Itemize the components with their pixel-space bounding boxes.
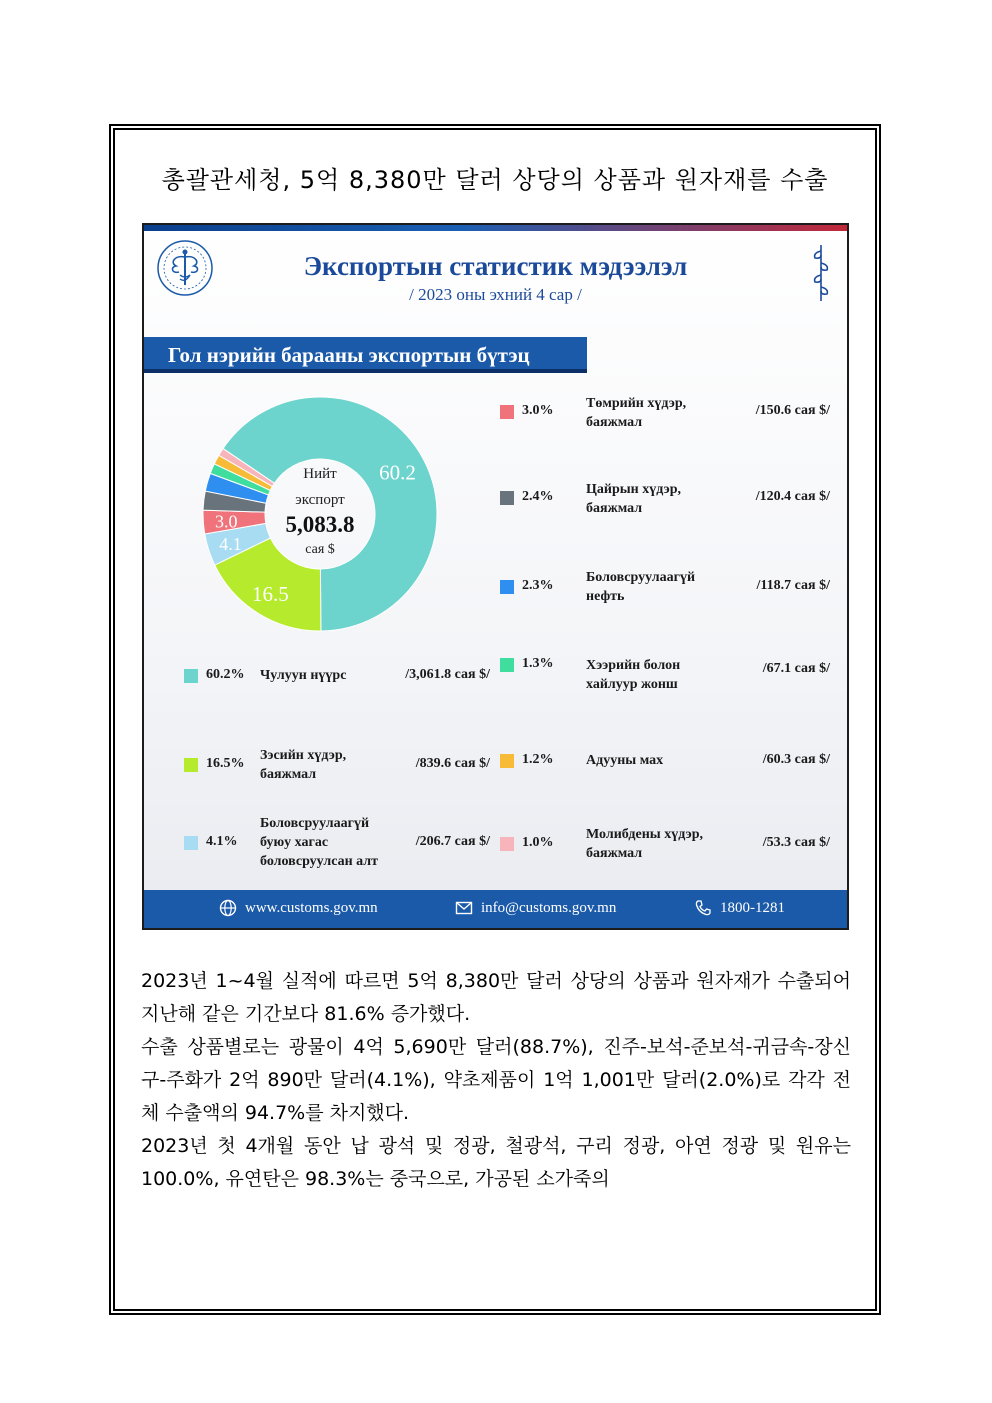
legend-item-gold	[184, 814, 490, 874]
legend-name: Боловсруулаагүй буюу хагас боловсруулсан алт	[260, 816, 378, 869]
legend-value: /839.6 сая $/	[415, 756, 490, 771]
section-heading: Гол нэрийн барааны экспортын бүтэц	[144, 337, 587, 373]
legend-item-oil	[500, 568, 830, 608]
footer-phone-text: 1800-1281	[720, 899, 785, 916]
legend-value: /3,061.8 сая $/	[405, 667, 490, 682]
center-unit: сая $	[305, 542, 335, 557]
body-paragraph: 2023년 첫 4개월 동안 납 광석 및 정광, 철광석, 구리 정광, 아연 정광 및 원유는 100.0%, 유연탄은 98.3%는 중국으로, 가공된 소가죽의	[141, 1135, 851, 1190]
legend-percent: 3.0%	[522, 403, 554, 418]
legend-percent: 1.3%	[522, 656, 554, 671]
legend-value: /53.3 сая $/	[762, 835, 830, 850]
legend-name: Молибдены хүдэр, баяжмал	[586, 827, 703, 861]
legend-item-fluorspar	[500, 656, 830, 696]
legend-swatch	[500, 837, 514, 851]
legend-item-molybdenum	[500, 825, 830, 865]
legend-value: /120.4 сая $/	[755, 489, 830, 504]
legend-value: /60.3 сая $/	[762, 752, 830, 767]
legend-percent: 1.2%	[522, 752, 554, 767]
footer-email[interactable]	[455, 899, 616, 917]
document-title: 총괄관세청, 5억 8,380만 달러 상당의 상품과 원자재를 수출	[161, 166, 829, 194]
legend-item-zinc	[500, 480, 830, 520]
legend-swatch	[500, 658, 514, 672]
body-paragraph: 2023년 1~4월 실적에 따르면 5억 8,380만 달러 상당의 상품과 원자재가 수출되어 지난해 같은 기간보다 81.6% 증가했다.	[141, 970, 851, 1025]
legend-item-horse-meat	[500, 752, 830, 776]
donut-chart-svg	[202, 396, 438, 632]
legend-name: Зэсийн хүдэр, баяжмал	[260, 748, 347, 782]
legend-name: Цайрын хүдэр, баяжмал	[586, 482, 682, 516]
legend-swatch	[500, 491, 514, 505]
legend-name: Хээрийн болон хайлуур жонш	[586, 658, 681, 692]
center-label-line1: Нийт	[303, 466, 337, 482]
legend-percent: 2.3%	[522, 578, 554, 593]
legend-item-iron	[500, 394, 830, 434]
legend-percent: 60.2%	[206, 667, 245, 682]
top-color-stripe	[144, 225, 847, 231]
legend-name: Боловсруулаагүй нефть	[586, 570, 696, 604]
center-label-line2: экспорт	[295, 492, 345, 508]
donut-chart	[202, 396, 438, 632]
legend-swatch	[500, 405, 514, 419]
globe-icon	[219, 899, 237, 917]
legend-value: /118.7 сая $/	[756, 578, 830, 593]
legend-name: Адууны мах	[586, 753, 664, 768]
legend-item-copper	[184, 746, 490, 786]
legend-value: /67.1 сая $/	[762, 661, 830, 676]
phone-icon	[694, 899, 712, 917]
legend-value: /206.7 сая $/	[415, 834, 490, 849]
donut-slice-label: 16.5	[252, 581, 289, 606]
article-body	[141, 965, 851, 1196]
infographic-title: Экспортын статистик мэдээлэл	[303, 251, 688, 281]
envelope-icon	[455, 899, 473, 917]
legend-swatch	[500, 754, 514, 768]
legend-swatch	[184, 758, 198, 772]
footer-phone[interactable]	[694, 899, 785, 917]
legend-name: Чулуун нүүрс	[260, 668, 347, 683]
legend-percent: 16.5%	[206, 756, 245, 771]
center-total-value: 5,083.8	[285, 512, 355, 537]
footer-email-text: info@customs.gov.mn	[481, 899, 617, 916]
export-infographic	[142, 223, 849, 930]
legend-percent: 1.0%	[522, 835, 554, 850]
footer-website[interactable]	[219, 899, 378, 917]
footer-website-text: www.customs.gov.mn	[245, 899, 378, 916]
donut-slice-label: 4.1	[219, 533, 242, 554]
legend-percent: 4.1%	[206, 834, 238, 849]
legend-swatch	[184, 836, 198, 850]
legend-percent: 2.4%	[522, 489, 554, 504]
legend-item-coal	[184, 667, 490, 691]
body-paragraph: 수출 상품별로는 광물이 4억 5,690만 달러(88.7%), 진주-보석-준보석-귀금속-장신구-주화가 2억 890만 달러(4.1%), 약초제품이 1억 1,001만 달러(2.0%)로 각각 전체 수출액의 94.7%를 차지했다.	[141, 1036, 851, 1124]
infographic-subtitle: / 2023 оны эхний 4 сар /	[409, 285, 582, 304]
donut-slice-label: 3.0	[214, 511, 238, 532]
legend-swatch	[500, 580, 514, 594]
infographic-footer	[144, 890, 847, 928]
donut-slice-label: 60.2	[379, 460, 416, 485]
legend-value: /150.6 сая $/	[755, 403, 830, 418]
legend-swatch	[184, 669, 198, 683]
legend-name: Төмрийн хүдэр, баяжмал	[586, 396, 687, 430]
